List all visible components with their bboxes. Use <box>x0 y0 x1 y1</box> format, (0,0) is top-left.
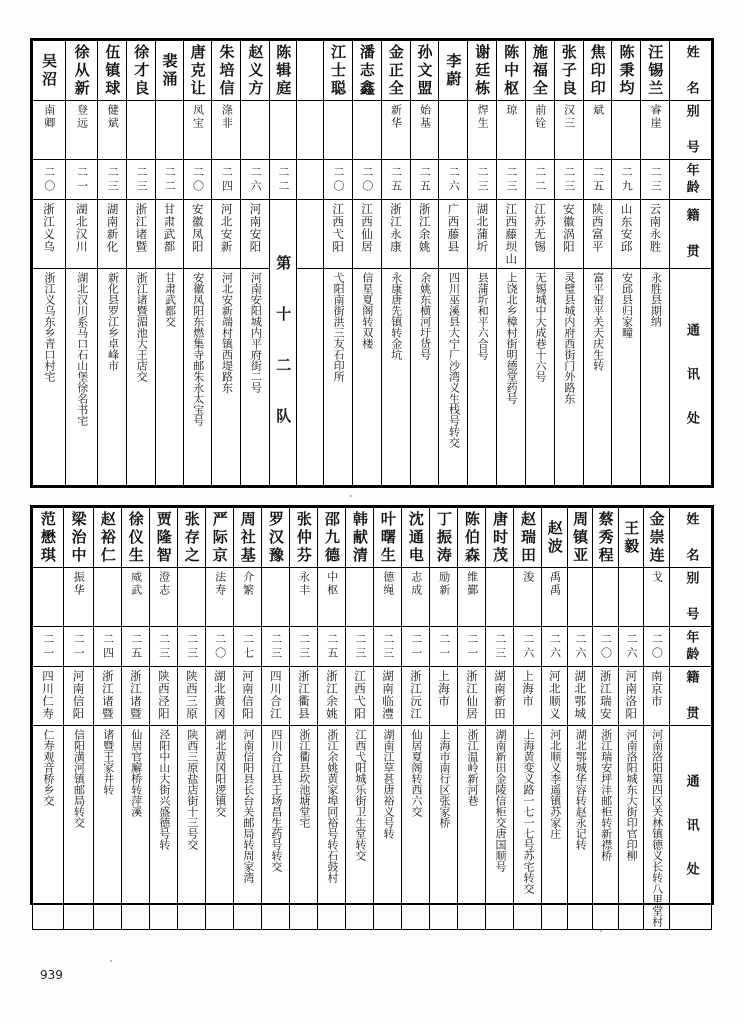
cell-address: 湖北鄂城华容转赵永记转 <box>567 726 592 930</box>
cell-age: 二三 <box>486 627 514 667</box>
cell-address: 河南安阳城内平府街二号 <box>241 268 270 486</box>
roster-grid-top <box>32 40 712 486</box>
cell-empty <box>297 41 324 101</box>
cell-age: 二〇 <box>644 627 669 667</box>
column-header-name: 姓 名 <box>670 41 712 101</box>
cell-age: 二五 <box>410 160 439 200</box>
table-row-origin <box>33 667 712 726</box>
cell-name: 陈伯森 <box>458 508 486 568</box>
cell-origin: 甘肃武都 <box>156 200 184 269</box>
cell-age: 二三 <box>262 627 290 667</box>
cell-alias: 浚 <box>514 568 542 627</box>
cell-name: 伍镇球 <box>98 41 127 101</box>
cell-alias: 前铨 <box>525 101 554 160</box>
cell-name: 叶曙生 <box>374 508 402 568</box>
cell-origin: 江西藤坝山 <box>497 200 526 269</box>
cell-origin: 浙江余姚 <box>318 667 346 726</box>
cell-alias: 登远 <box>65 101 98 160</box>
cell-origin: 安徽涡阳 <box>554 200 583 269</box>
cell-origin: 湖南新化 <box>98 200 127 269</box>
cell-age: 二一 <box>65 160 98 200</box>
cell-empty <box>297 101 324 160</box>
cell-name: 金崇连 <box>644 508 669 568</box>
cell-age: 二〇 <box>352 160 381 200</box>
cell-address: 新化县罗江乡卓峰市 <box>98 268 127 486</box>
cell-age: 二〇 <box>324 160 353 200</box>
cell-address: 弋阳南街洪三友石印所 <box>324 268 353 486</box>
cell-origin: 浙江沅江 <box>402 667 430 726</box>
cell-age: 二一 <box>458 627 486 667</box>
cell-address: 信星夏阁转双楼 <box>352 268 381 486</box>
cell-alias: 涤非 <box>212 101 241 160</box>
cell-alias: 振华 <box>63 568 94 627</box>
cell-age: 二三 <box>641 160 670 200</box>
cell-alias <box>567 568 592 627</box>
cell-age: 二〇 <box>206 627 234 667</box>
cell-origin: 浙江余姚 <box>410 200 439 269</box>
cell-age: 二一 <box>430 627 458 667</box>
cell-name: 吴沼 <box>33 41 66 101</box>
cell-origin: 山东安邱 <box>612 200 641 269</box>
cell-name: 焦印印 <box>583 41 612 101</box>
cell-alias <box>262 568 290 627</box>
cell-alias <box>324 101 353 160</box>
cell-alias: 禹禹 <box>542 568 567 627</box>
cell-age: 二六 <box>542 627 567 667</box>
cell-alias <box>156 101 184 160</box>
cell-alias <box>593 568 618 627</box>
cell-address: 湖北黄冈阳逻镇交 <box>206 726 234 930</box>
cell-alias: 永丰 <box>290 568 318 627</box>
cell-alias: 励新 <box>430 568 458 627</box>
cell-alias <box>241 101 270 160</box>
cell-name: 唐时茂 <box>486 508 514 568</box>
cell-age: 二六 <box>618 627 643 667</box>
cell-name: 严际京 <box>206 508 234 568</box>
cell-empty <box>297 200 324 269</box>
cell-name: 施福全 <box>525 41 554 101</box>
cell-alias: 威武 <box>122 568 150 627</box>
cell-name: 范懋琪 <box>33 508 64 568</box>
cell-age: 二六 <box>514 627 542 667</box>
cell-origin: 湖北鄂城 <box>567 667 592 726</box>
cell-address: 浙江温岭新河巷 <box>458 726 486 930</box>
cell-address: 仁寿观音桥乡交 <box>33 726 64 930</box>
cell-name: 孙文盟 <box>410 41 439 101</box>
cell-origin: 江西仙居 <box>352 200 381 269</box>
cell-name: 张仲芬 <box>290 508 318 568</box>
cell-address: 陕西三原盐店街十三号交 <box>178 726 206 930</box>
cell-age: 二三 <box>554 160 583 200</box>
cell-address: 县蒲圻和平六合号 <box>468 268 497 486</box>
column-header-age: 年龄 <box>670 160 712 200</box>
cell-address: 仙居夏阁转西六交 <box>402 726 430 930</box>
cell-origin: 河南信阳 <box>63 667 94 726</box>
cell-origin: 四川合江 <box>262 667 290 726</box>
cell-name: 汪锡兰 <box>641 41 670 101</box>
cell-origin: 江西弋阳 <box>346 667 374 726</box>
cell-alias: 新华 <box>381 101 410 160</box>
cell-address: 永康唐先镇转金坑 <box>381 268 410 486</box>
cell-origin: 湖北汉川 <box>65 200 98 269</box>
cell-alias <box>612 101 641 160</box>
cell-alias: 德绳 <box>374 568 402 627</box>
cell-name: 周镇亚 <box>567 508 592 568</box>
scan-speck <box>110 960 112 962</box>
cell-age: 二一 <box>33 627 64 667</box>
cell-age: 二六 <box>567 627 592 667</box>
cell-age: 二三 <box>374 627 402 667</box>
cell-address: 浙江衢县坎池塘堂宅 <box>290 726 318 930</box>
cell-name: 唐克让 <box>183 41 212 101</box>
cell-origin: 上海市 <box>430 667 458 726</box>
cell-name: 赵裕仁 <box>94 508 122 568</box>
cell-address: 浙江诸暨湄池大王店交 <box>127 268 156 486</box>
cell-alias <box>486 568 514 627</box>
cell-address: 四川合江县王场昌生药号转交 <box>262 726 290 930</box>
cell-name: 沈通电 <box>402 508 430 568</box>
table-row-alias <box>33 568 712 627</box>
cell-name: 潘志鑫 <box>352 41 381 101</box>
cell-age: 二三 <box>178 627 206 667</box>
cell-origin: 河北顺义 <box>542 667 567 726</box>
table-row-age <box>33 160 712 200</box>
cell-age: 二三 <box>98 160 127 200</box>
cell-origin: 湖南新田 <box>486 667 514 726</box>
table-row-address <box>33 726 712 930</box>
cell-address: 无锡城中大成巷十六号 <box>525 268 554 486</box>
cell-age: 二一 <box>402 627 430 667</box>
table-row-name <box>33 508 712 568</box>
cell-name: 金正全 <box>381 41 410 101</box>
cell-address: 四川巫溪县大宁厂沙湾义生栈号转交 <box>439 268 468 486</box>
table-row-name <box>33 41 712 101</box>
cell-address: 富平窑平关天庆生转 <box>583 268 612 486</box>
cell-alias <box>94 568 122 627</box>
cell-origin: 河北安新 <box>212 200 241 269</box>
cell-origin: 江西弋阳 <box>324 200 353 269</box>
page-number: 939 <box>40 968 63 982</box>
cell-address: 河南洛阳第四区关林镇德义长转八里堂村 <box>644 726 669 930</box>
cell-origin: 湖南临澧 <box>374 667 402 726</box>
cell-age: 二二 <box>156 160 184 200</box>
cell-address: 河北顺义李遥镇苏家庄 <box>542 726 567 930</box>
cell-age: 二〇 <box>33 160 66 200</box>
cell-alias: 中枢 <box>318 568 346 627</box>
cell-origin: 浙江诸暨 <box>94 667 122 726</box>
cell-age: 二〇 <box>593 627 618 667</box>
cell-origin: 云南永胜 <box>641 200 670 269</box>
cell-address: 甘肃武都交 <box>156 268 184 486</box>
cell-origin: 浙江瑞安 <box>593 667 618 726</box>
cell-name: 韩献清 <box>346 508 374 568</box>
cell-name: 邵九德 <box>318 508 346 568</box>
cell-origin: 浙江永康 <box>381 200 410 269</box>
cell-age: 二五 <box>583 160 612 200</box>
cell-address: 永胜县期纳 <box>641 268 670 486</box>
cell-origin: 浙江诸暨 <box>127 200 156 269</box>
cell-address: 浙江义乌东乡青口村宅 <box>33 268 66 486</box>
column-header-age: 年龄 <box>669 627 711 667</box>
cell-address: 安徽凤阳东燃集寺邮朱永太宝号 <box>183 268 212 486</box>
cell-name: 赵义方 <box>241 41 270 101</box>
cell-origin: 浙江衢县 <box>290 667 318 726</box>
cell-age: 二二 <box>270 160 297 200</box>
cell-age: 二三 <box>346 627 374 667</box>
cell-origin: 安徽凤阳 <box>183 200 212 269</box>
table-row-origin <box>33 200 712 269</box>
cell-origin: 湖北黄冈 <box>206 667 234 726</box>
cell-name: 江士聪 <box>324 41 353 101</box>
cell-address: 安邱县归家疃 <box>612 268 641 486</box>
cell-age: 二一 <box>63 627 94 667</box>
cell-name: 丁振涛 <box>430 508 458 568</box>
cell-name: 梁治中 <box>63 508 94 568</box>
cell-address: 仙居官廨桥转萍溪 <box>122 726 150 930</box>
cell-origin: 河南安阳 <box>241 200 270 269</box>
cell-name: 裴涌 <box>156 41 184 101</box>
cell-age: 二〇 <box>183 160 212 200</box>
cell-age: 二七 <box>234 627 262 667</box>
cell-origin: 河南信阳 <box>234 667 262 726</box>
cell-origin: 陕西三原 <box>178 667 206 726</box>
cell-alias <box>270 101 297 160</box>
cell-address: 泾阳中山大街兴盛德号转 <box>150 726 178 930</box>
cell-address: 河南洛阳城东大街印官印柳 <box>618 726 643 930</box>
column-header-origin: 籍 贯 <box>670 200 712 269</box>
table-row-age <box>33 627 712 667</box>
roster-table-bottom <box>30 505 714 927</box>
cell-age: 二二 <box>525 160 554 200</box>
cell-origin: 四川仁寿 <box>33 667 64 726</box>
cell-alias: 焊生 <box>468 101 497 160</box>
cell-name: 周社基 <box>234 508 262 568</box>
scan-speck <box>600 930 602 932</box>
cell-age: 二六 <box>241 160 270 200</box>
cell-origin: 湖北蒲圻 <box>468 200 497 269</box>
cell-age: 二五 <box>122 627 150 667</box>
column-header-origin: 籍 贯 <box>669 667 711 726</box>
cell-alias <box>178 568 206 627</box>
cell-address: 江西弋阳城乐街卫生堂转交 <box>346 726 374 930</box>
cell-name: 赵瑞田 <box>514 508 542 568</box>
cell-name: 张子良 <box>554 41 583 101</box>
cell-alias: 维鄞 <box>458 568 486 627</box>
cell-address: 湖南江草甚唐裕义号转 <box>374 726 402 930</box>
cell-address: 湖南新田金陵信柜交唐国顺号 <box>486 726 514 930</box>
cell-alias <box>127 101 156 160</box>
cell-name: 赵波 <box>542 508 567 568</box>
cell-alias: 汉三 <box>554 101 583 160</box>
cell-name: 李蔚 <box>439 41 468 101</box>
cell-age: 二三 <box>290 627 318 667</box>
cell-age: 二九 <box>612 160 641 200</box>
column-header-address: 通 讯 处 <box>669 726 711 930</box>
cell-alias: 法寿 <box>206 568 234 627</box>
cell-address: 湖北汉川系马口石山堡徐名书宅 <box>65 268 98 486</box>
cell-name: 王毅 <box>618 508 643 568</box>
cell-name: 陈辑庭 <box>270 41 297 101</box>
cell-alias: 介繁 <box>234 568 262 627</box>
cell-age: 二六 <box>439 160 468 200</box>
cell-origin: 陕西富平 <box>583 200 612 269</box>
cell-alias: 澄志 <box>150 568 178 627</box>
cell-name: 贾隆智 <box>150 508 178 568</box>
cell-alias <box>33 568 64 627</box>
cell-origin: 陕西泾阳 <box>150 667 178 726</box>
cell-origin: 河南洛阳 <box>618 667 643 726</box>
table-row-address <box>33 268 712 486</box>
table-row-alias <box>33 101 712 160</box>
cell-alias: 琼 <box>497 101 526 160</box>
cell-origin: 浙江诸暨 <box>122 667 150 726</box>
cell-age: 二四 <box>94 627 122 667</box>
cell-empty <box>297 160 324 200</box>
cell-name: 罗汉豫 <box>262 508 290 568</box>
cell-address: 浙江瑞安坪沣邮柜转新襟桥 <box>593 726 618 930</box>
roster-table-top <box>30 38 714 488</box>
cell-alias: 志成 <box>402 568 430 627</box>
cell-age: 二三 <box>127 160 156 200</box>
cell-alias: 始基 <box>410 101 439 160</box>
column-header-alias: 别 号 <box>670 101 712 160</box>
cell-name: 谢廷栋 <box>468 41 497 101</box>
roster-grid-bottom <box>32 507 712 930</box>
cell-alias: 健斌 <box>98 101 127 160</box>
cell-age: 二五 <box>318 627 346 667</box>
cell-address: 上海市南行区张家桥 <box>430 726 458 930</box>
column-header-alias: 别 号 <box>669 568 711 627</box>
cell-address: 信阳潢河镇邮局转交 <box>63 726 94 930</box>
cell-name: 徐从新 <box>65 41 98 101</box>
cell-name: 徐才良 <box>127 41 156 101</box>
cell-address: 河南信阳县长台关邮局转周家湾 <box>234 726 262 930</box>
cell-name: 蔡秀程 <box>593 508 618 568</box>
cell-address: 灵璧县城内府西街门外路东 <box>554 268 583 486</box>
cell-address: 上饶北乡樟村街明德堂药号 <box>497 268 526 486</box>
cell-alias <box>439 101 468 160</box>
cell-address: 浙江余姚黄家埠同裕号转石鼓村 <box>318 726 346 930</box>
cell-origin: 广西藤县 <box>439 200 468 269</box>
cell-origin: 江苏无锡 <box>525 200 554 269</box>
cell-origin: 浙江仙居 <box>458 667 486 726</box>
cell-name: 徐仪生 <box>122 508 150 568</box>
column-header-name: 姓 名 <box>669 508 711 568</box>
cell-age: 二四 <box>212 160 241 200</box>
cell-name: 陈秉均 <box>612 41 641 101</box>
cell-alias: 凤宝 <box>183 101 212 160</box>
cell-alias <box>346 568 374 627</box>
cell-name: 陈中枢 <box>497 41 526 101</box>
cell-age: 二五 <box>381 160 410 200</box>
cell-alias <box>352 101 381 160</box>
cell-origin: 南京市 <box>644 667 669 726</box>
cell-age: 二三 <box>150 627 178 667</box>
cell-address: 余姚东横河圩货号 <box>410 268 439 486</box>
cell-origin: 上海市 <box>514 667 542 726</box>
cell-address: 河北安新端村镇西堤路东 <box>212 268 241 486</box>
cell-address: 上海黄变义路一七一七号苏宅转交 <box>514 726 542 930</box>
column-header-address: 通 讯 处 <box>670 268 712 486</box>
cell-alias: 南卿 <box>33 101 66 160</box>
cell-alias: 睿崖 <box>641 101 670 160</box>
cell-age: 二三 <box>468 160 497 200</box>
cell-age: 二三 <box>497 160 526 200</box>
cell-name: 朱培信 <box>212 41 241 101</box>
cell-alias: 斌 <box>583 101 612 160</box>
team-label-cell: 第 十 二 队 <box>270 200 297 486</box>
cell-name: 张存之 <box>178 508 206 568</box>
scan-speck <box>350 495 352 497</box>
cell-alias <box>618 568 643 627</box>
cell-origin: 浙江义乌 <box>33 200 66 269</box>
cell-empty <box>297 268 324 486</box>
cell-address: 诸暨王家井转 <box>94 726 122 930</box>
cell-alias: 戈 <box>644 568 669 627</box>
